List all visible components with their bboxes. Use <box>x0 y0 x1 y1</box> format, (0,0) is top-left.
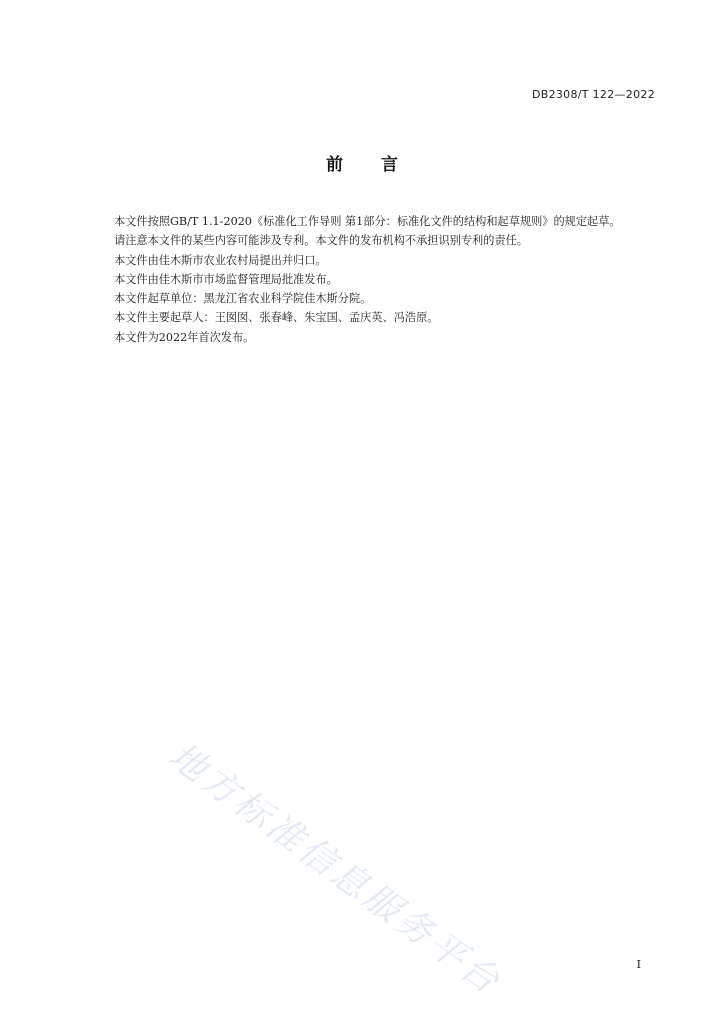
watermark: 地方标准信息服务平台 <box>161 735 509 1004</box>
page-title <box>0 150 724 175</box>
paragraph-proposer: 本文件由佳木斯市农业农村局提出并归口。 <box>114 253 327 267</box>
title-char-2: 言 <box>381 155 398 175</box>
page-number: I <box>636 958 641 971</box>
paragraph-approver: 本文件由佳木斯市市场监督管理局批准发布。 <box>114 272 338 286</box>
document-code: DB2308/T 122—2022 <box>531 88 655 101</box>
paragraph-patent-notice: 请注意本文件的某些内容可能涉及专利。本文件的发布机构不承担识别专利的责任。 <box>114 234 528 248</box>
foreword-body <box>87 212 655 347</box>
title-char-1: 前 <box>326 155 343 175</box>
paragraph-drafting-rules: 本文件按照GB/T 1.1-2020《标准化工作导则 第1部分：标准化文件的结构和起草规则》的规定起草。 <box>114 215 621 228</box>
paragraph-drafters: 本文件主要起草人：王囡囡、张春峰、朱宝国、孟庆英、冯浩原。 <box>114 311 439 325</box>
paragraph-drafting-unit: 本文件起草单位：黑龙江省农业科学院佳木斯分院。 <box>114 292 372 306</box>
paragraph-release: 本文件为2022年首次发布。 <box>114 330 255 344</box>
